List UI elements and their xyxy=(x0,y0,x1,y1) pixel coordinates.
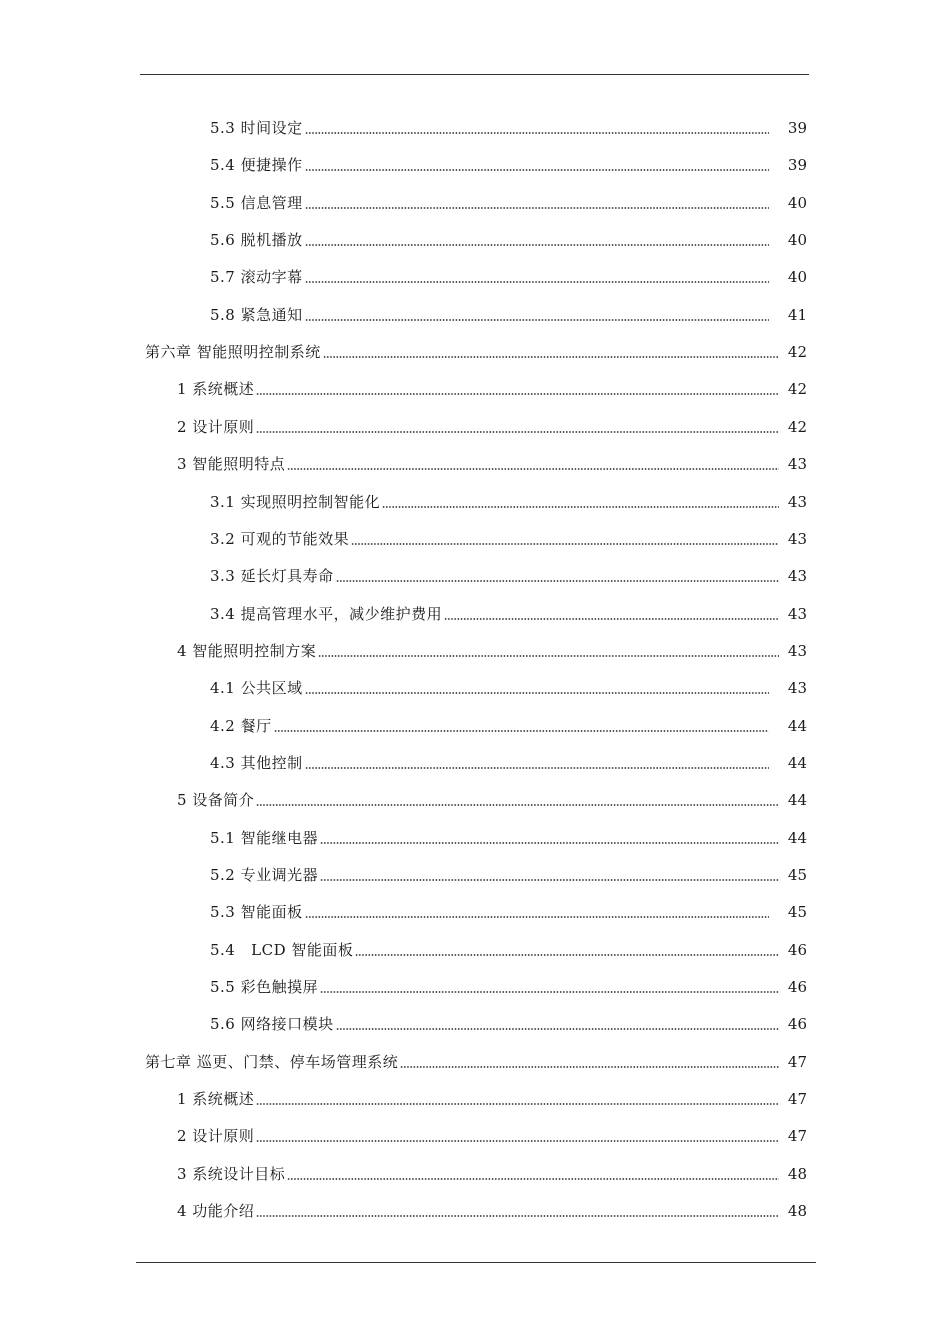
dot-leader xyxy=(256,1212,779,1220)
toc-entry[interactable] xyxy=(177,1086,807,1112)
dot-leader xyxy=(305,316,769,324)
dot-leader xyxy=(318,652,779,660)
toc-entry-title: 5.8 紧急通知 xyxy=(210,305,303,324)
toc-entry-page: 47 xyxy=(787,1090,807,1109)
toc-entry-title: 4 智能照明控制方案 xyxy=(177,641,317,660)
toc-entry-page: 40 xyxy=(787,231,807,250)
dot-leader xyxy=(305,241,769,249)
toc-entry[interactable] xyxy=(177,1198,807,1224)
header-rule xyxy=(140,74,809,75)
dot-leader xyxy=(305,204,769,212)
footer-rule xyxy=(136,1262,816,1263)
toc-entry[interactable] xyxy=(210,1011,807,1037)
toc-entry-page: 45 xyxy=(787,866,807,884)
dot-leader xyxy=(336,577,779,585)
toc-entry[interactable] xyxy=(210,974,807,1000)
toc-entry[interactable] xyxy=(210,825,807,851)
toc-entry-page: 42 xyxy=(787,417,807,436)
toc-entry-page: 46 xyxy=(787,940,807,959)
toc-entry-page: 46 xyxy=(787,1015,807,1034)
toc-entry-title: 5.3 智能面板 xyxy=(210,903,303,922)
toc-entry[interactable] xyxy=(210,302,807,328)
toc-entry[interactable] xyxy=(210,227,807,253)
dot-leader xyxy=(256,390,779,398)
toc-entry[interactable] xyxy=(210,675,807,701)
toc-entry-title: 5.1 智能继电器 xyxy=(210,828,319,847)
toc-entry-title: 4.2 餐厅 xyxy=(210,716,272,735)
dot-leader xyxy=(444,615,779,623)
toc-entry[interactable] xyxy=(210,152,807,178)
toc-entry-page: 43 xyxy=(787,679,807,698)
toc-entry-title: 5.2 专业调光器 xyxy=(210,866,319,884)
toc-entry-title: 第六章 智能照明控制系统 xyxy=(145,343,321,362)
toc-entry[interactable] xyxy=(177,414,807,440)
toc-entry-title: 5.4 便捷操作 xyxy=(210,156,303,175)
toc-entry-title: 5.7 滚动字幕 xyxy=(210,268,303,287)
toc-entry[interactable] xyxy=(177,787,807,813)
dot-leader xyxy=(305,764,769,772)
toc-entry-title: 5.3 时间设定 xyxy=(210,119,303,137)
toc-entry-page: 44 xyxy=(787,753,807,772)
toc-entry[interactable] xyxy=(177,1123,807,1149)
dot-leader xyxy=(287,1175,779,1183)
dot-leader xyxy=(305,129,769,137)
toc-entry-title: 4.1 公共区域 xyxy=(210,679,303,698)
toc-entry-title: 3 系统设计目标 xyxy=(177,1164,286,1183)
dot-leader xyxy=(320,988,779,996)
toc-entry-page: 40 xyxy=(787,193,807,212)
toc-entry-page: 39 xyxy=(787,119,807,137)
toc-entry-page: 39 xyxy=(787,156,807,175)
dot-leader xyxy=(305,689,769,697)
toc-entry-page: 43 xyxy=(787,529,807,548)
toc-entry-page: 43 xyxy=(787,492,807,511)
dot-leader xyxy=(287,465,779,473)
toc-entry-page: 43 xyxy=(787,604,807,623)
dot-leader xyxy=(274,727,769,735)
toc-entry[interactable] xyxy=(210,489,807,515)
toc-entry[interactable] xyxy=(210,862,807,888)
dot-leader xyxy=(256,1100,779,1108)
toc-entry-title: 3.4 提高管理水平，减少维护费用 xyxy=(210,604,443,623)
toc-entry[interactable] xyxy=(210,937,807,963)
dot-leader xyxy=(305,913,769,921)
dot-leader xyxy=(323,353,779,361)
toc-entry-title: 5.5 彩色触摸屏 xyxy=(210,978,319,997)
toc-entry-title: 3.2 可观的节能效果 xyxy=(210,529,350,548)
dot-leader xyxy=(305,166,769,174)
toc-entry[interactable] xyxy=(145,339,807,365)
toc-entry-page: 47 xyxy=(787,1127,807,1146)
toc-entry[interactable] xyxy=(145,1049,807,1075)
toc-entry-title: 4.3 其他控制 xyxy=(210,753,303,772)
toc-entry-page: 43 xyxy=(787,641,807,660)
toc-entry[interactable] xyxy=(210,190,807,216)
toc-entry[interactable] xyxy=(210,526,807,552)
dot-leader xyxy=(305,278,769,286)
dot-leader xyxy=(256,1137,779,1145)
toc-entry-page: 40 xyxy=(787,268,807,287)
toc-entry-page: 42 xyxy=(787,380,807,399)
toc-entry[interactable] xyxy=(177,451,807,477)
toc-entry-title: 3.3 延长灯具寿命 xyxy=(210,567,334,586)
dot-leader xyxy=(336,1025,779,1033)
toc-entry-title: 5 设备简介 xyxy=(177,791,255,810)
toc-entry-title: 2 设计原则 xyxy=(177,417,255,436)
toc-entry[interactable] xyxy=(210,713,807,739)
toc-entry-page: 44 xyxy=(787,791,807,810)
toc-entry-page: 44 xyxy=(787,716,807,735)
toc-entry-page: 48 xyxy=(787,1202,807,1221)
toc-entry-title: 3.1 实现照明控制智能化 xyxy=(210,492,381,511)
toc-entry-page: 44 xyxy=(787,828,807,847)
toc-entry[interactable] xyxy=(210,563,807,589)
dot-leader xyxy=(400,1063,779,1071)
toc-entry-page: 48 xyxy=(787,1164,807,1183)
dot-leader xyxy=(320,876,779,884)
toc-entry[interactable] xyxy=(210,601,807,627)
toc-entry-page: 41 xyxy=(787,305,807,324)
toc-entry-title: 2 设计原则 xyxy=(177,1127,255,1146)
toc-entry-page: 47 xyxy=(787,1052,807,1071)
toc-entry[interactable] xyxy=(210,899,807,925)
toc-entry[interactable] xyxy=(177,638,807,664)
toc-entry[interactable] xyxy=(210,115,807,141)
dot-leader xyxy=(320,839,779,847)
toc-entry-title: 5.6 脱机播放 xyxy=(210,231,303,250)
toc-entry-page: 43 xyxy=(787,455,807,474)
toc-entry-title: 5.4 LCD 智能面板 xyxy=(210,940,354,959)
toc-entry[interactable] xyxy=(210,264,807,290)
toc-entry-title: 5.5 信息管理 xyxy=(210,193,303,212)
dot-leader xyxy=(382,503,779,511)
toc-entry[interactable] xyxy=(177,376,807,402)
toc-entry-page: 46 xyxy=(787,978,807,997)
toc-entry-title: 1 系统概述 xyxy=(177,1090,255,1109)
toc-entry-title: 5.6 网络接口模块 xyxy=(210,1015,334,1034)
toc-entry-title: 1 系统概述 xyxy=(177,380,255,399)
dot-leader xyxy=(351,540,779,548)
toc-entry-page: 45 xyxy=(787,903,807,922)
toc-entry-title: 3 智能照明特点 xyxy=(177,455,286,474)
dot-leader xyxy=(355,951,779,959)
dot-leader xyxy=(256,801,779,809)
toc-entry-page: 42 xyxy=(787,343,807,362)
toc-entry-title: 第七章 巡更、门禁、停车场管理系统 xyxy=(145,1052,399,1071)
toc-entry[interactable] xyxy=(177,1161,807,1187)
dot-leader xyxy=(256,428,779,436)
toc-entry-title: 4 功能介绍 xyxy=(177,1202,255,1221)
toc-entry-page: 43 xyxy=(787,567,807,586)
toc-entry[interactable] xyxy=(210,750,807,776)
